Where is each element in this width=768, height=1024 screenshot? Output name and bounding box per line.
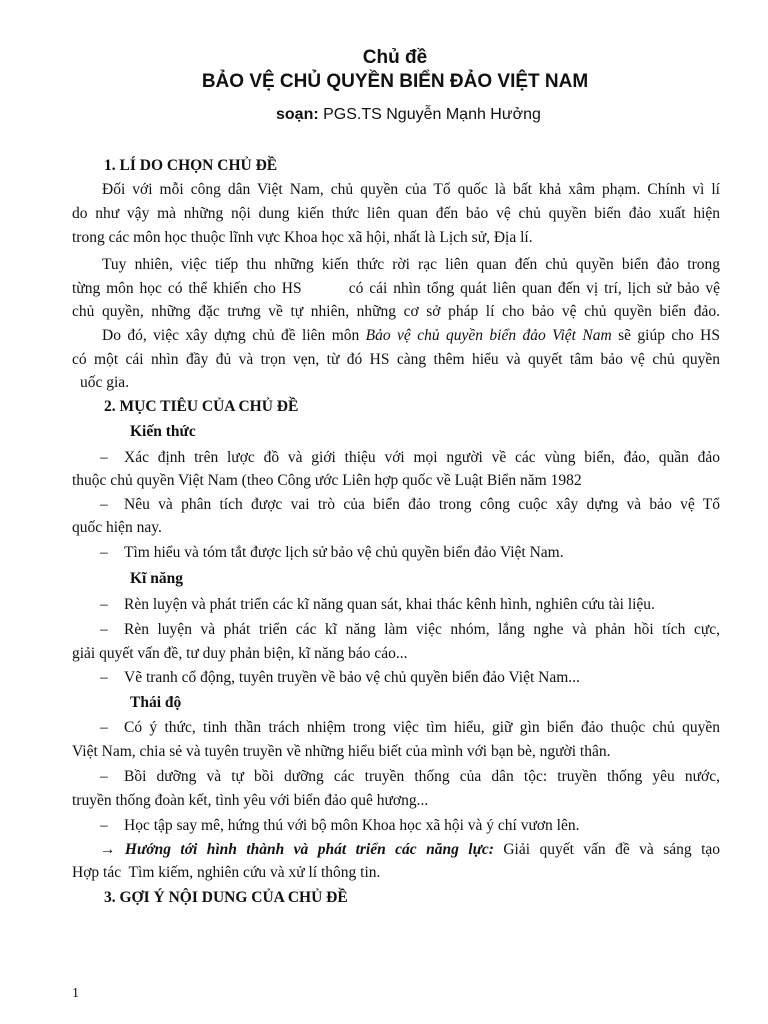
s1-para3-line1 — [102, 327, 720, 345]
dash-marker: – — [100, 496, 108, 513]
section3-heading: 3. GỢI Ý NỘI DUNG CỦA CHỦ ĐỀ — [104, 889, 348, 906]
competency-text: Giải quyết vấn đề và sáng tạo — [493, 841, 721, 858]
knowledge-item2-line1: Nêu và phân tích được vai trò của biển đảo trong công cuộc xây dựng và bảo vệ Tổ — [124, 496, 720, 513]
dash-marker: – — [100, 719, 108, 736]
author-label: soạn: — [276, 106, 319, 123]
attitude-item1-line1: Có ý thức, tinh thần trách nhiệm trong việc tìm hiểu, giữ gìn biển đảo thuộc chủ quyền — [124, 719, 720, 736]
competency-label: Hướng tới hình thành và phát triển các năng lực: — [115, 841, 494, 858]
document-title-line2: BẢO VỆ CHỦ QUYỀN BIỂN ĐẢO VIỆT NAM — [201, 71, 589, 92]
dash-marker: – — [100, 817, 108, 834]
competency-line2: Hợp tác Tìm kiếm, nghiên cứu và xử lí thông tin. — [72, 864, 381, 881]
knowledge-item1-line1: Xác định trên lược đồ và giới thiệu với mọi người về các vùng biển, đảo, quần đảo — [124, 449, 720, 466]
s1-para1-line1: Đối với mỗi công dân Việt Nam, chủ quyền của Tổ quốc là bất khả xâm phạm. Chính vì lí — [102, 181, 720, 198]
section1-heading: 1. LÍ DO CHỌN CHỦ ĐỀ — [104, 157, 278, 174]
s1-para1-line3: trong các môn học thuộc lĩnh vực Khoa học xã hội, nhất là Lịch sử, Địa lí. — [72, 229, 533, 246]
skills-item1: Rèn luyện và phát triển các kĩ năng quan sát, khai thác kênh hình, nghiên cứu tài liệu. — [124, 596, 655, 613]
knowledge-item3: Tìm hiểu và tóm tắt được lịch sử bảo vệ chủ quyền biển đảo Việt Nam. — [124, 544, 564, 561]
competency-line1 — [100, 841, 720, 859]
skills-item2-line2: giải quyết vấn đề, tư duy phản biện, kĩ năng báo cáo... — [72, 645, 408, 662]
arrow-right-icon: → — [100, 841, 116, 858]
attitude-item2-line1: Bồi dưỡng và tự bồi dưỡng các truyền thống của dân tộc: truyền thống yêu nước, — [124, 768, 720, 785]
s1-para3-line3: uốc gia. — [80, 374, 130, 391]
dash-marker: – — [100, 768, 108, 785]
s1-para3-line2: có một cái nhìn đầy đủ và trọn vẹn, từ đó HS càng thêm hiểu và quyết tâm bảo vệ chủ quyền — [72, 351, 720, 368]
dash-marker: – — [100, 669, 108, 686]
s1-para3-topic: Bảo vệ chủ quyền biển đảo Việt Nam — [365, 327, 612, 344]
s1-para2-line3: chủ quyền, những đặc trưng về tự nhiên, những cơ sở pháp lí cho bảo vệ chủ quyền biển đảo. — [72, 303, 720, 320]
s1-para2-line1: Tuy nhiên, việc tiếp thu những kiến thức rời rạc liên quan đến chủ quyền biển đảo trong — [102, 256, 720, 273]
attitude-item1-line2: Việt Nam, chia sẻ và tuyên truyền về những hiểu biết của mình với bạn bè, người thân. — [72, 743, 611, 760]
s1-para2-line2: từng môn học có thể khiến cho HS có cái nhìn tổng quát liên quan đến vị trí, lịch sử bảo vệ — [72, 280, 720, 297]
dash-marker: – — [100, 449, 108, 466]
attitude-item3: Học tập say mê, hứng thú với bộ môn Khoa học xã hội và ý chí vươn lên. — [124, 817, 580, 834]
skills-subheading: Kĩ năng — [130, 570, 183, 587]
attitude-item2-line2: truyền thống đoàn kết, tình yêu với biển đảo quê hương... — [72, 792, 429, 809]
attitude-subheading: Thái độ — [130, 694, 182, 711]
skills-item3: Vẽ tranh cổ động, tuyên truyền về bảo vệ chủ quyền biển đảo Việt Nam... — [124, 669, 580, 686]
knowledge-subheading: Kiến thức — [130, 423, 196, 440]
dash-marker: – — [100, 621, 108, 638]
s1-para1-line2: do như vậy mà những nội dung kiến thức liên quan đến bảo vệ chủ quyền biển đảo xuất hiện — [72, 205, 720, 222]
knowledge-item1-line2: thuộc chủ quyền Việt Nam (theo Công ước Liên hợp quốc về Luật Biển năm 1982 — [72, 472, 582, 489]
dash-marker: – — [100, 596, 108, 613]
page-number: 1 — [72, 986, 79, 1001]
s1-para3-pre: Do đó, việc xây dựng chủ đề liên môn — [102, 327, 366, 344]
dash-marker: – — [100, 544, 108, 561]
author-name: PGS.TS Nguyễn Mạnh Hưởng — [318, 106, 541, 123]
knowledge-item2-line2: quốc hiện nay. — [72, 519, 162, 536]
author-line — [276, 106, 541, 124]
document-title-line1: Chủ đề — [362, 47, 428, 68]
s1-para3-post: sẽ giúp cho HS — [611, 327, 720, 344]
skills-item2-line1: Rèn luyện và phát triển các kĩ năng làm việc nhóm, lắng nghe và phản hồi tích cực, — [124, 621, 720, 638]
section2-heading: 2. MỤC TIÊU CỦA CHỦ ĐỀ — [104, 398, 299, 415]
